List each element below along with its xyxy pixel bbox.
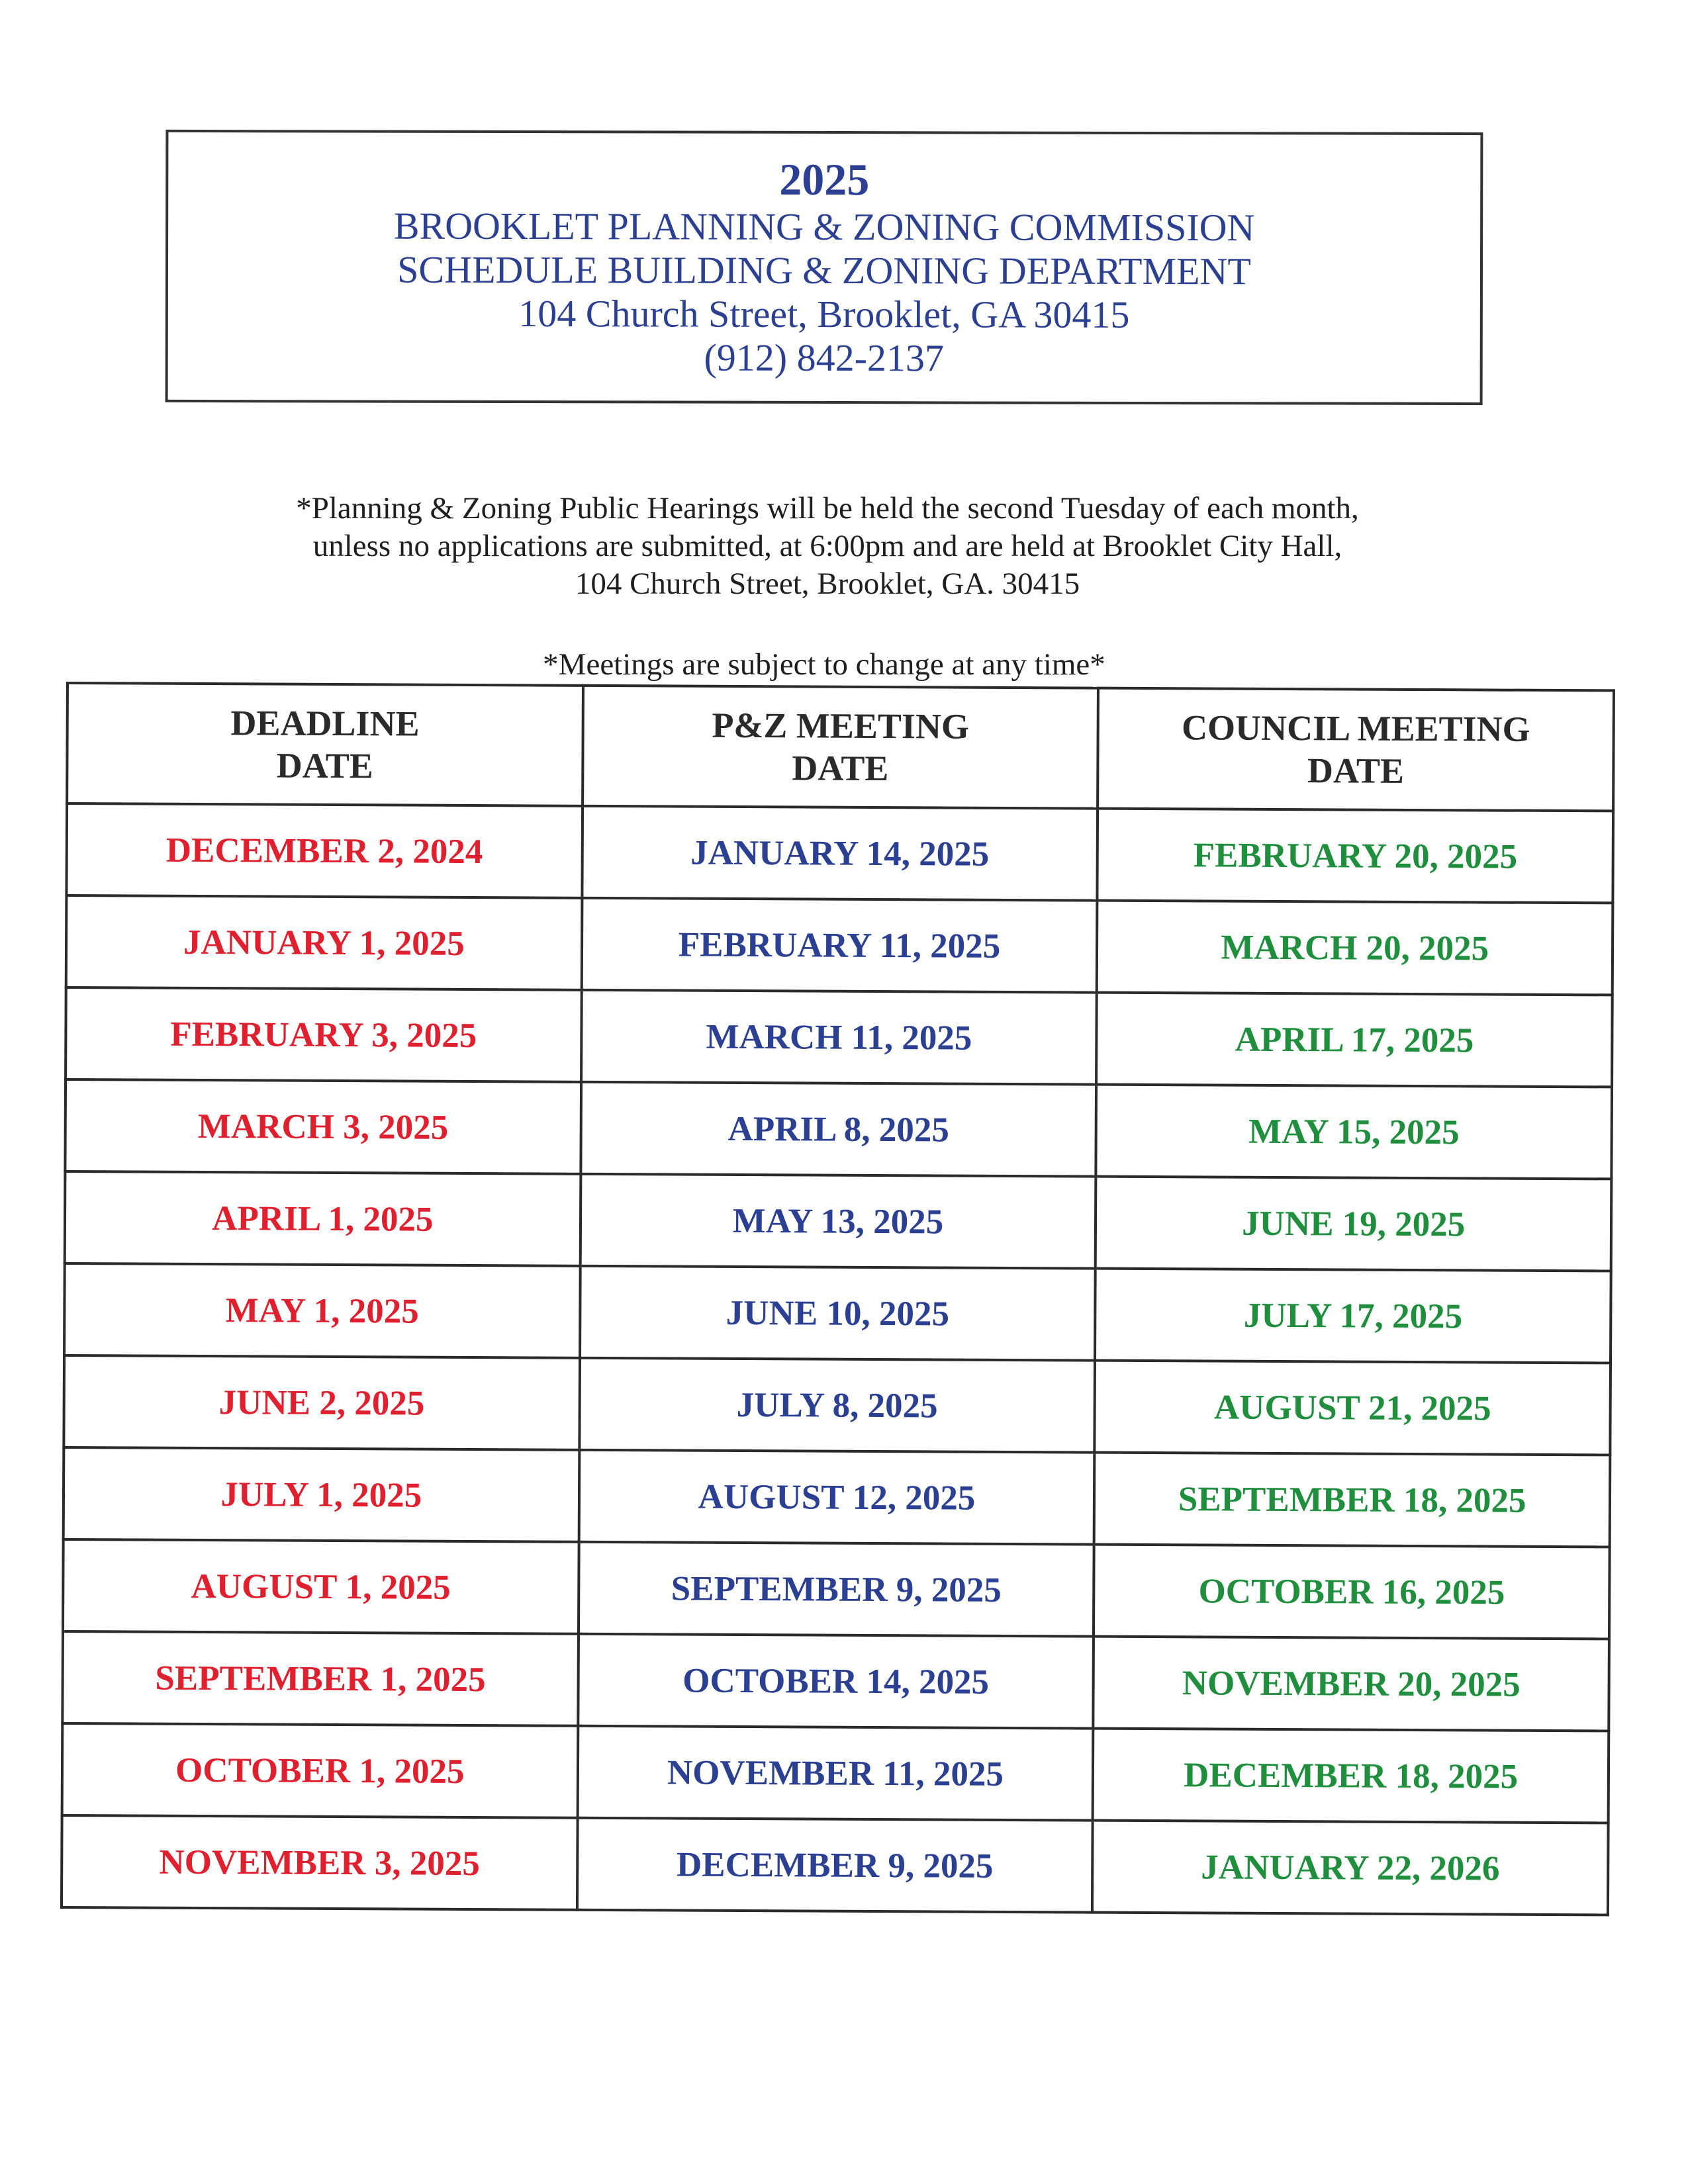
council-meeting-date-cell: SEPTEMBER 18, 2025 [1094,1453,1610,1547]
header-address: 104 Church Street, Brooklet, GA 30415 [518,292,1130,336]
council-meeting-date-cell: OCTOBER 16, 2025 [1094,1545,1609,1639]
pz-meeting-date-header [583,686,1099,809]
table-header-row [67,683,1614,811]
council-meeting-date-cell: MARCH 20, 2025 [1097,901,1613,995]
header-year: 2025 [779,154,870,205]
schedule-table [60,682,1615,1916]
deadline-date-cell: MARCH 3, 2025 [65,1079,581,1174]
table-row [62,1723,1609,1823]
council-meeting-date-cell: FEBRUARY 20, 2025 [1098,809,1613,903]
deadline-date-cell: APRIL 1, 2025 [65,1171,581,1266]
header-box [165,130,1483,405]
pz-meeting-date-cell: AUGUST 12, 2025 [579,1450,1094,1545]
deadline-date-cell: JANUARY 1, 2025 [66,895,582,990]
pz-meeting-date-cell: APRIL 8, 2025 [581,1082,1096,1177]
header-commission-title: BROOKLET PLANNING & ZONING COMMISSION [393,204,1255,250]
pz-meeting-date-cell: MAY 13, 2025 [580,1174,1096,1269]
council-meeting-date-cell: MAY 15, 2025 [1096,1085,1612,1179]
council-meeting-date-cell: NOVEMBER 20, 2025 [1094,1637,1609,1731]
council-meeting-date-cell: DECEMBER 18, 2025 [1093,1729,1609,1823]
pz-meeting-date-cell: MARCH 11, 2025 [581,990,1097,1085]
deadline-date-cell: JUNE 2, 2025 [64,1355,579,1450]
notice-line-3: 104 Church Street, Brooklet, GA. 30415 [575,567,1080,601]
table-row [64,1447,1611,1547]
table-row [62,1631,1609,1731]
deadline-date-cell: NOVEMBER 3, 2025 [62,1815,577,1910]
council-meeting-date-cell: JULY 17, 2025 [1095,1269,1611,1363]
council-meeting-date-cell: APRIL 17, 2025 [1096,993,1612,1087]
header-phone: (912) 842-2137 [704,336,945,380]
notice-line-1: *Planning & Zoning Public Hearings will be held the second Tuesday of each month, [296,491,1359,525]
hearing-notice [165,490,1489,603]
table-row [66,987,1613,1087]
council-header-line-1: COUNCIL MEETING [1181,707,1530,749]
subject-to-change-note: *Meetings are subject to change at any time* [543,647,1105,682]
pz-meeting-date-cell: OCTOBER 14, 2025 [578,1634,1094,1729]
table-row [65,1079,1612,1179]
deadline-date-cell: SEPTEMBER 1, 2025 [62,1631,578,1726]
council-meeting-date-cell: JUNE 19, 2025 [1096,1177,1611,1271]
table-row [65,1171,1612,1271]
pz-meeting-date-cell: DECEMBER 9, 2025 [577,1818,1093,1913]
pz-meeting-date-cell: NOVEMBER 11, 2025 [577,1726,1093,1821]
table-row [66,895,1613,995]
table-row [63,1539,1610,1639]
pz-meeting-date-cell: JANUARY 14, 2025 [582,806,1098,901]
table-row [64,1355,1611,1455]
council-meeting-date-header [1098,688,1614,811]
table-row [64,1263,1611,1363]
deadline-date-cell: FEBRUARY 3, 2025 [66,987,581,1082]
pz-meeting-date-cell: JUNE 10, 2025 [580,1266,1096,1361]
table-row [62,1815,1609,1915]
council-header-line-2: DATE [1307,751,1405,791]
deadline-date-cell: JULY 1, 2025 [64,1447,579,1542]
deadline-date-cell: MAY 1, 2025 [64,1263,580,1358]
pz-meeting-date-cell: FEBRUARY 11, 2025 [581,898,1097,993]
deadline-date-header [67,683,583,806]
council-meeting-date-cell: AUGUST 21, 2025 [1095,1361,1611,1455]
deadline-date-cell: DECEMBER 2, 2024 [66,803,582,898]
table-row [66,803,1613,903]
pz-header-line-2: DATE [792,748,889,789]
pz-meeting-date-cell: JULY 8, 2025 [579,1358,1095,1453]
deadline-date-cell: OCTOBER 1, 2025 [62,1723,578,1818]
header-department-title: SCHEDULE BUILDING & ZONING DEPARTMENT [397,248,1251,293]
pz-meeting-date-cell: SEPTEMBER 9, 2025 [579,1542,1094,1637]
deadline-header-line-2: DATE [276,745,373,786]
council-meeting-date-cell: JANUARY 22, 2026 [1092,1821,1608,1915]
notice-line-2: unless no applications are submitted, at 6:00pm and are held at Brooklet City Hall, [312,529,1342,563]
deadline-date-cell: AUGUST 1, 2025 [63,1539,579,1634]
pz-header-line-1: P&Z MEETING [712,705,970,747]
deadline-header-line-1: DEADLINE [230,703,420,744]
